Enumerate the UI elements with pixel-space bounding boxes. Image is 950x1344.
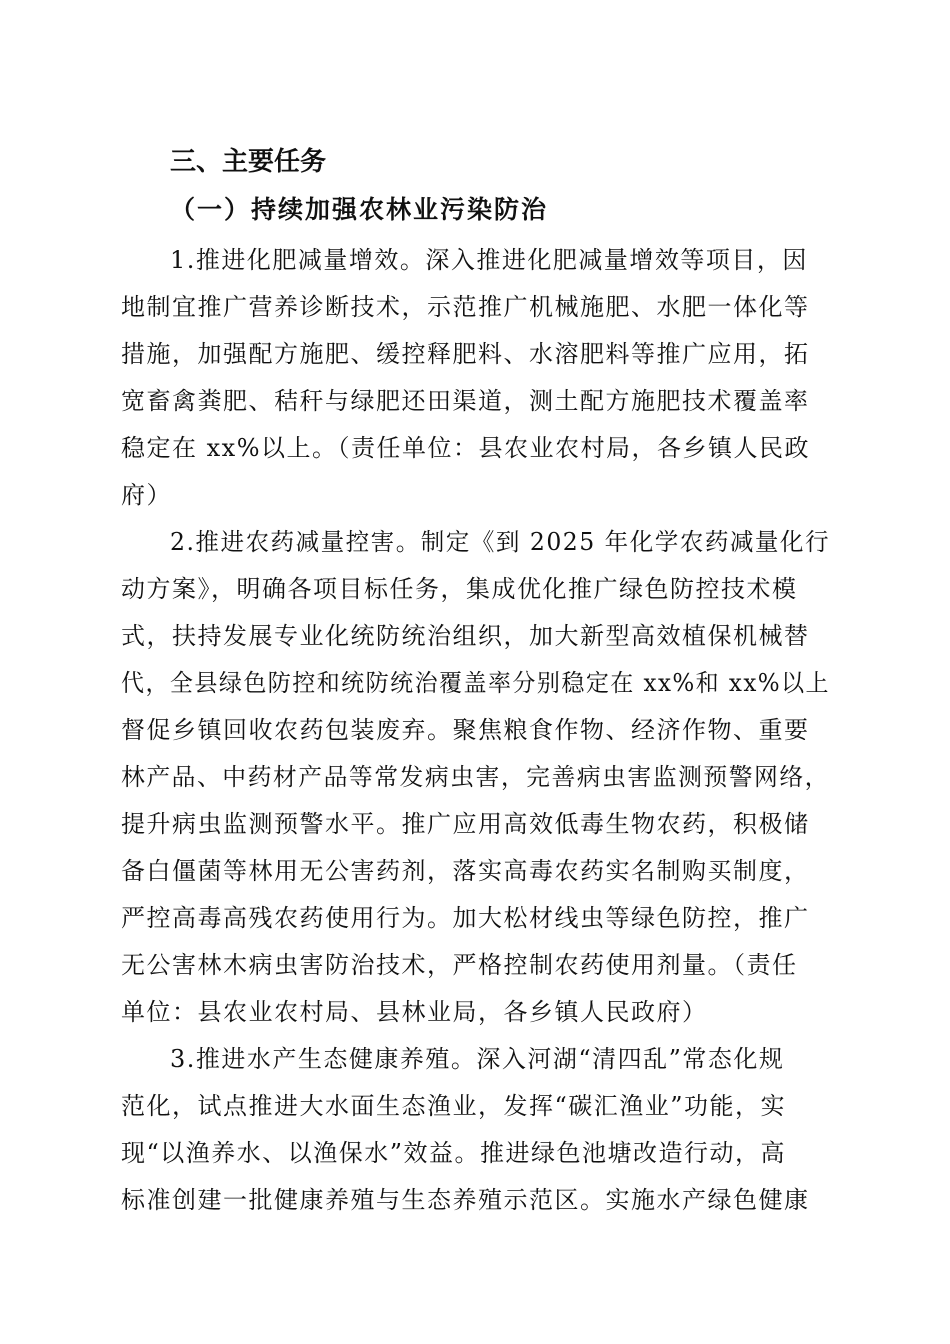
paragraph-2-line: 严控高毒高残农药使用行为。加大松材线虫等绿色防控，推广 — [121, 904, 810, 932]
paragraph-2-line: 备白僵菌等林用无公害药剂，落实高毒农药实名制购买制度， — [121, 857, 810, 885]
subsection-heading: （一）持续加强农林业污染防治 — [170, 195, 549, 224]
paragraph-1-line: 稳定在 xx%以上。（责任单位：县农业农村局，各乡镇人民政 — [121, 434, 811, 462]
paragraph-1-line: 宽畜禽粪肥、秸秆与绿肥还田渠道，测土配方施肥技术覆盖率 — [121, 387, 810, 415]
paragraph-2-line: 代，全县绿色防控和统防统治覆盖率分别稳定在 xx%和 xx%以上 — [121, 669, 831, 697]
paragraph-2-line: 无公害林木病虫害防治技术，严格控制农药使用剂量。（责任 — [121, 951, 798, 979]
paragraph-1-line: 1.推进化肥减量增效。深入推进化肥减量增效等项目，因 — [170, 246, 808, 274]
paragraph-3-line: 标准创建一批健康养殖与生态养殖示范区。实施水产绿色健康 — [121, 1186, 810, 1214]
paragraph-1-line: 地制宜推广营养诊断技术，示范推广机械施肥、水肥一体化等 — [121, 293, 810, 321]
paragraph-2-line: 提升病虫监测预警水平。推广应用高效低毒生物农药，积极储 — [121, 810, 810, 838]
paragraph-1-line: 措施，加强配方施肥、缓控释肥料、水溶肥料等推广应用，拓 — [121, 340, 810, 368]
paragraph-2-line: 动方案》，明确各项目标任务，集成优化推广绿色防控技术模 — [121, 575, 798, 603]
paragraph-3-line: 3.推进水产生态健康养殖。深入河湖“清四乱”常态化规 — [170, 1045, 785, 1073]
paragraph-2-line: 林产品、中药材产品等常发病虫害，完善病虫害监测预警网络， — [121, 763, 831, 791]
section-heading: 三、主要任务 — [170, 147, 327, 177]
paragraph-3-line: 范化，试点推进大水面生态渔业，发挥“碳汇渔业”功能，实 — [121, 1092, 787, 1120]
paragraph-2-line: 督促乡镇回收农药包装废弃。聚焦粮食作物、经济作物、重要 — [121, 716, 810, 744]
paragraph-2-line: 式，扶持发展专业化统防统治组织，加大新型高效植保机械替 — [121, 622, 810, 650]
paragraph-1-line: 府） — [121, 481, 172, 509]
paragraph-2-line: 2.推进农药减量控害。制定《到 2025 年化学农药减量化行 — [170, 528, 830, 556]
paragraph-2-line: 单位：县农业农村局、县林业局，各乡镇人民政府） — [121, 998, 708, 1026]
paragraph-3-line: 现“以渔养水、以渔保水”效益。推进绿色池塘改造行动，高 — [121, 1139, 787, 1167]
